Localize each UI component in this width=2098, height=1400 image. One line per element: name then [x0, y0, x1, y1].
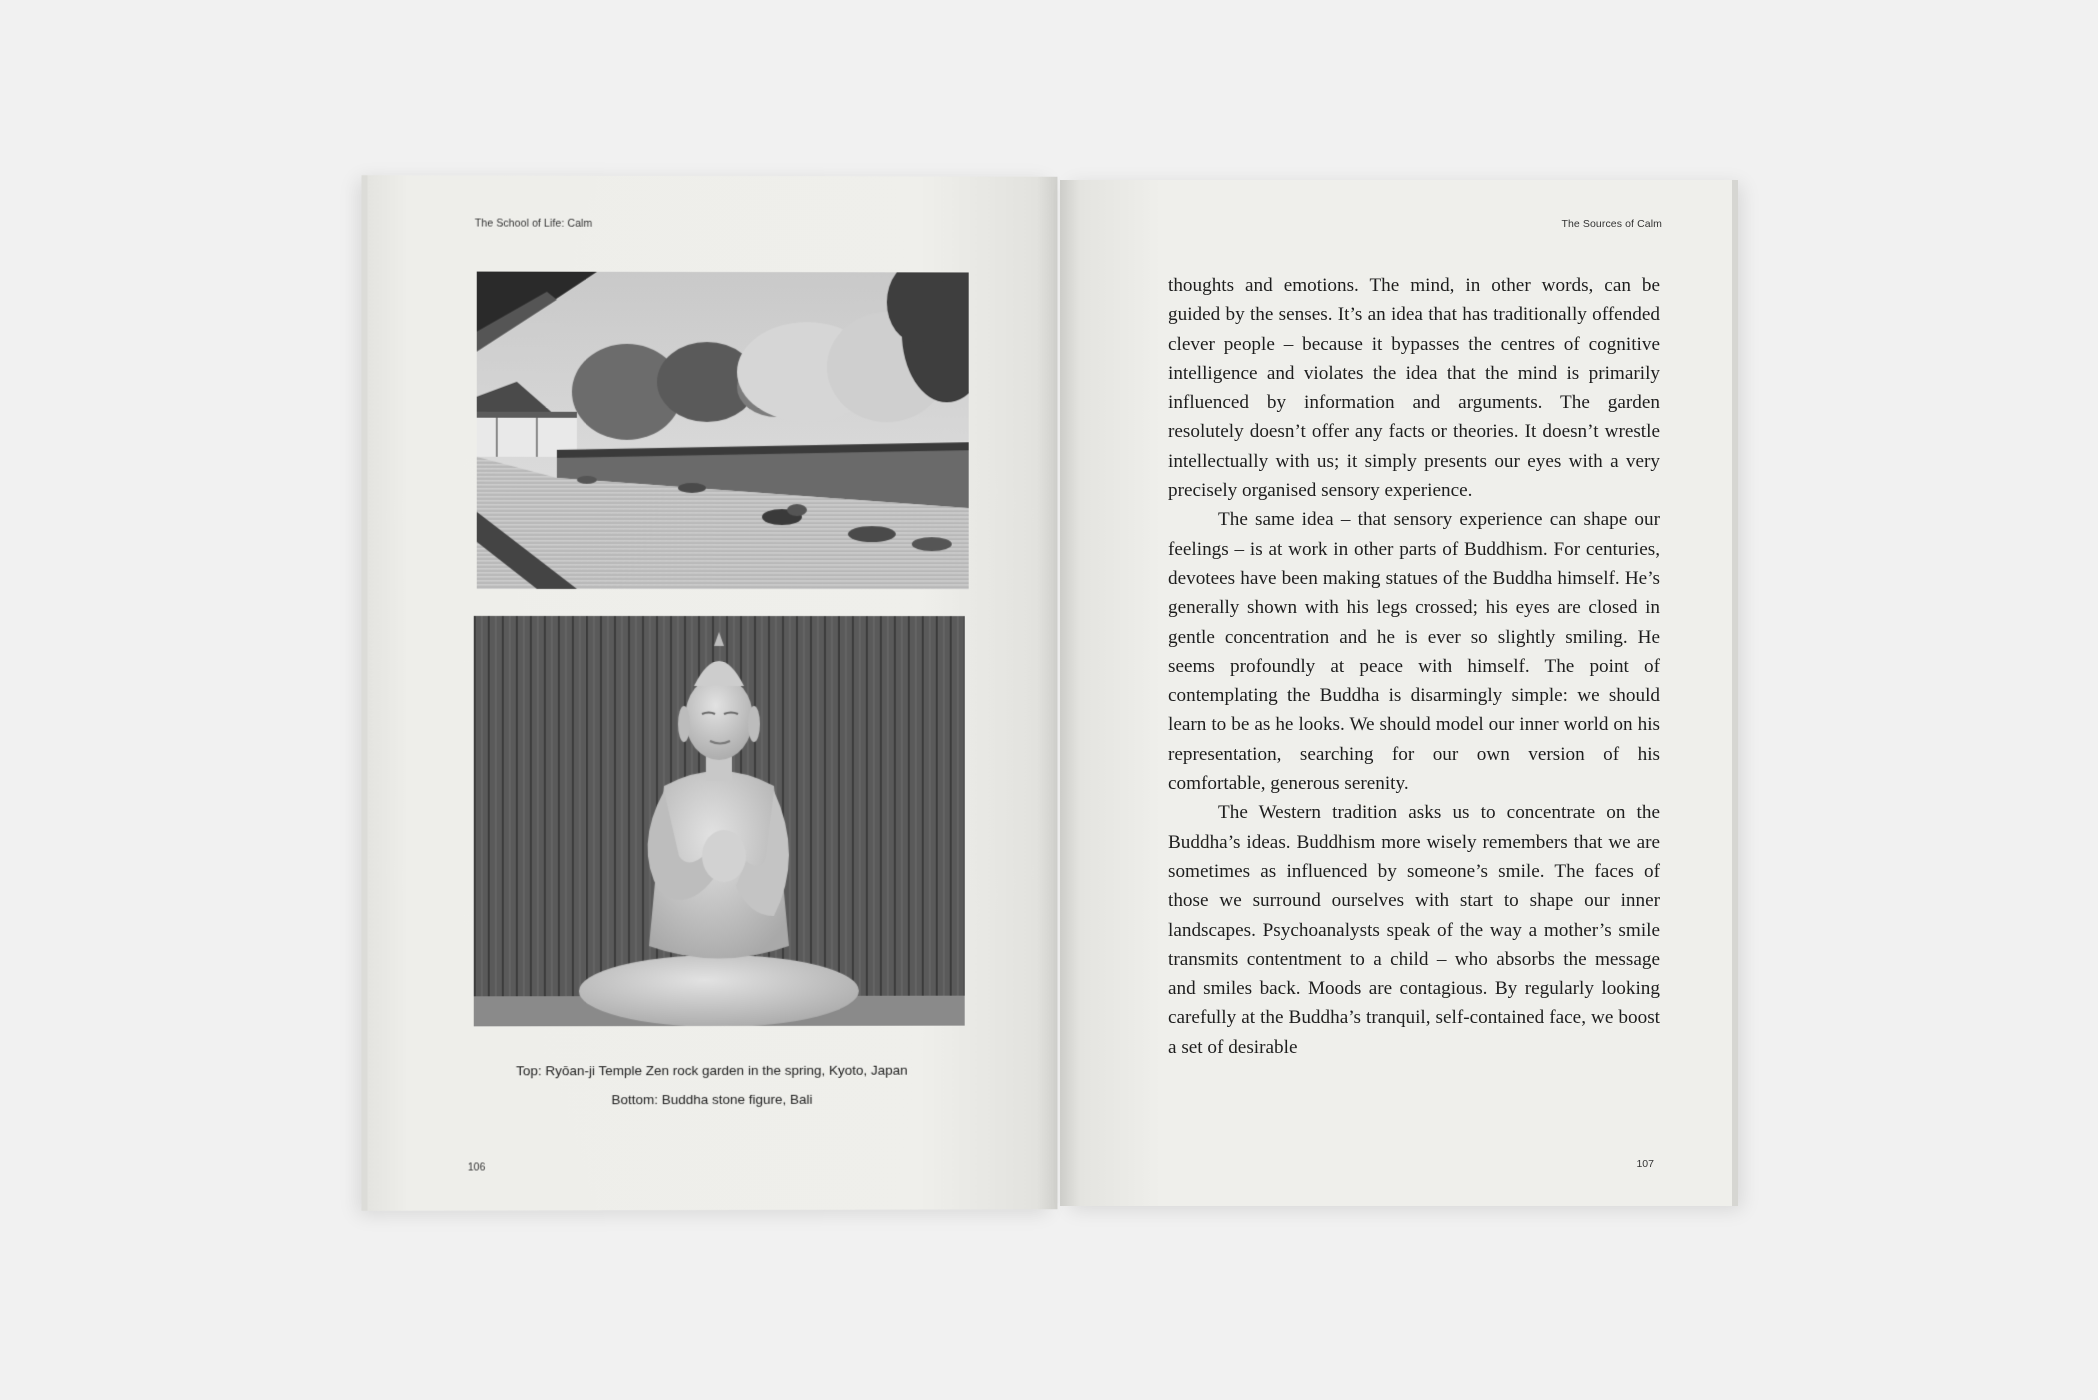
body-text [1168, 271, 1660, 1062]
paragraph-2: The same idea – that sensory experience can shape our feelings – is at work in other parts of Buddhism. For centuries, devotees have been making statues of the Buddha himself. He’s generally shown with his legs crossed; his eyes are closed in gentle concentration and he is ever so slightly smiling. He seems profoundly at peace with himself. The point of contemplating the Buddha is disarmingly simple: we should learn to be as he looks. We should model our inner world on his representation, searching for our own version of his comfortable, generous serenity. [1168, 509, 1660, 795]
running-head-right: The Sources of Calm [1561, 218, 1662, 230]
paragraph-1: thoughts and emotions. The mind, in other words, can be guided by the senses. It’s an idea that has traditionally offended clever people – because it bypasses the centres of cognitive intelligence and violates the idea that the mind is primarily influenced by information and arguments. The garden resolutely doesn’t offer any facts or theories. It doesn’t wrestle intellectually with us; it simply presents our eyes with a very precisely organised sensory experience. [1168, 275, 1660, 502]
folio-right: 107 [1636, 1158, 1654, 1170]
paragraph-3: The Western tradition asks us to concentrate on the Buddha’s ideas. Buddhism more wisely remembers that we are sometimes as influenced by someone’s smile. The faces of those we surround ourselves with start to shape our inner landscapes. Psychoanalysts speak of the way a mother’s smile transmits contentment to a child – who absorbs the message and smiles back. Moods are contagious. By regularly looking carefully at the Buddha’s tranquil, self-contained face, we boost a set of desirable [1168, 802, 1660, 1058]
folio-left: 106 [467, 1161, 486, 1174]
caption-line-bottom: Bottom: Buddha stone figure, Bali [611, 1091, 813, 1108]
left-page [367, 175, 1057, 1211]
photo-caption [452, 1056, 972, 1115]
running-head-left: The School of Life: Calm [474, 217, 593, 230]
right-page [1060, 180, 1732, 1206]
buddha-statue-photo [474, 616, 965, 1026]
open-book [368, 176, 1732, 1210]
caption-line-top: Top: Ryōan-ji Temple Zen rock garden in the spring, Kyoto, Japan [516, 1062, 908, 1079]
zen-garden-photo [477, 272, 969, 590]
